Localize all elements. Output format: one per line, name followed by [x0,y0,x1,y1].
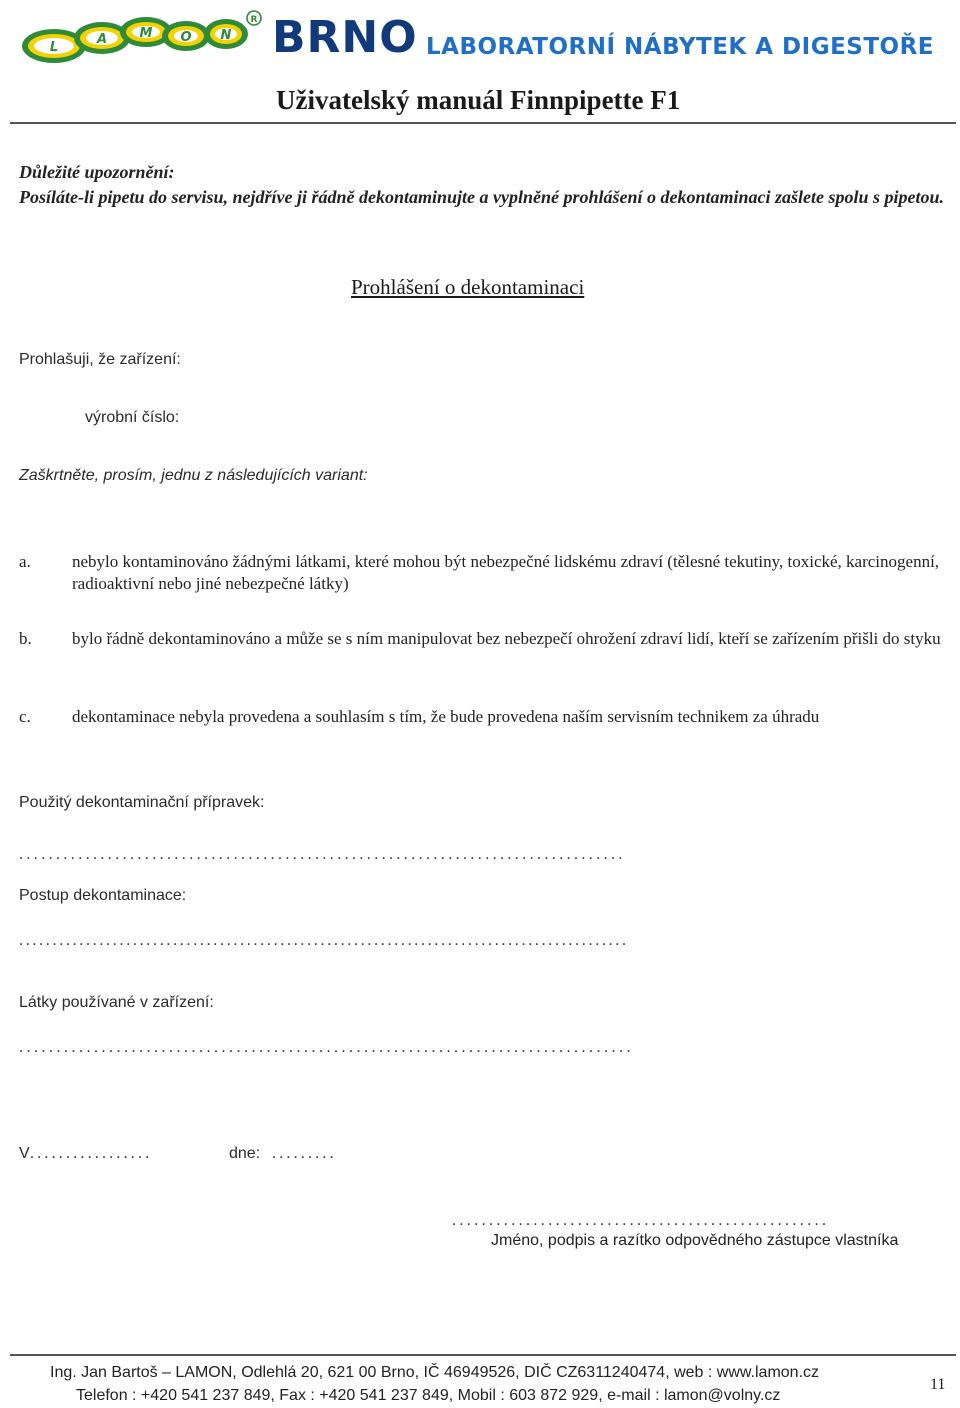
svg-text:L: L [49,40,59,55]
serial-number-label: výrobní číslo: [85,409,180,426]
procedure-label: Postup dekontaminace: [19,887,187,904]
agent-label: Použitý dekontaminační přípravek: [19,794,265,811]
page-number: 11 [930,1376,946,1393]
footer-contacts: Telefon : +420 541 237 849, Fax : +420 541 237 849, Mobil : 603 872 929, e-mail : lamon@volny.cz [76,1387,781,1404]
svg-text:O: O [180,30,192,45]
date-field[interactable]: ......... [272,1145,337,1162]
signature-field[interactable]: ................................................... [452,1212,830,1229]
substances-label: Látky používané v zařízení: [19,994,214,1011]
brand-subtitle: LABORATORNÍ NÁBYTEK A DIGESTOŘE [426,34,935,60]
lamon-logo [14,8,264,66]
option-letter: c. [19,707,31,726]
svg-text:M: M [139,26,153,41]
option-text: bylo řádně dekontaminováno a může se s ním manipulovat bez nebezpečí ohrožení zdraví lidí, kteří se zařízením přišli do styku [72,629,941,648]
footer-divider [10,1354,956,1356]
option-letter: b. [19,629,32,648]
svg-text:R: R [250,15,258,25]
notice-title: Důležité upozornění: [19,162,175,182]
substances-field[interactable]: .................................................................................. [19,1039,634,1056]
date-label: dne: [229,1145,261,1162]
declare-label: Prohlašuji, že zařízení: [19,351,181,368]
place-field[interactable]: ................. [30,1145,153,1162]
place-label: V [19,1145,30,1162]
option-letter: a. [19,552,31,571]
notice-body: Posíláte-li pipetu do servisu, nejdříve ji řádně dekontaminujte a vyplněné prohlášení o dekontaminaci zašlete spolu s pipetou. [19,187,945,207]
svg-text:A: A [96,32,108,47]
procedure-field[interactable]: ........................................................................................... [19,932,629,949]
header-divider [10,122,956,124]
brand-city: BRNO [272,12,418,63]
svg-text:N: N [220,28,232,43]
document-title: Uživatelský manuál Finnpipette F1 [276,85,681,115]
option-text: dekontaminace nebyla provedena a souhlasím s tím, že bude provedena naším servisním technikem za úhradu [72,707,820,726]
agent-field[interactable]: .................................................................................. [19,846,626,863]
form-title: Prohlášení o dekontaminaci [351,275,585,299]
footer-address: Ing. Jan Bartoš – LAMON, Odlehlá 20, 621 00 Brno, IČ 46949526, DIČ CZ6311240474, web : www.lamon.cz [50,1364,820,1381]
choose-instruction: Zaškrtněte, prosím, jednu z následujících variant: [19,467,368,484]
signature-label: Jméno, podpis a razítko odpovědného zástupce vlastníka [491,1232,899,1249]
option-text: nebylo kontaminováno žádnými látkami, které mohou být nebezpečné lidskému zdraví (tělesné tekutiny, toxické, karcinogenní, radioaktivní nebo jiné nebezpečné látky) [72,552,940,593]
